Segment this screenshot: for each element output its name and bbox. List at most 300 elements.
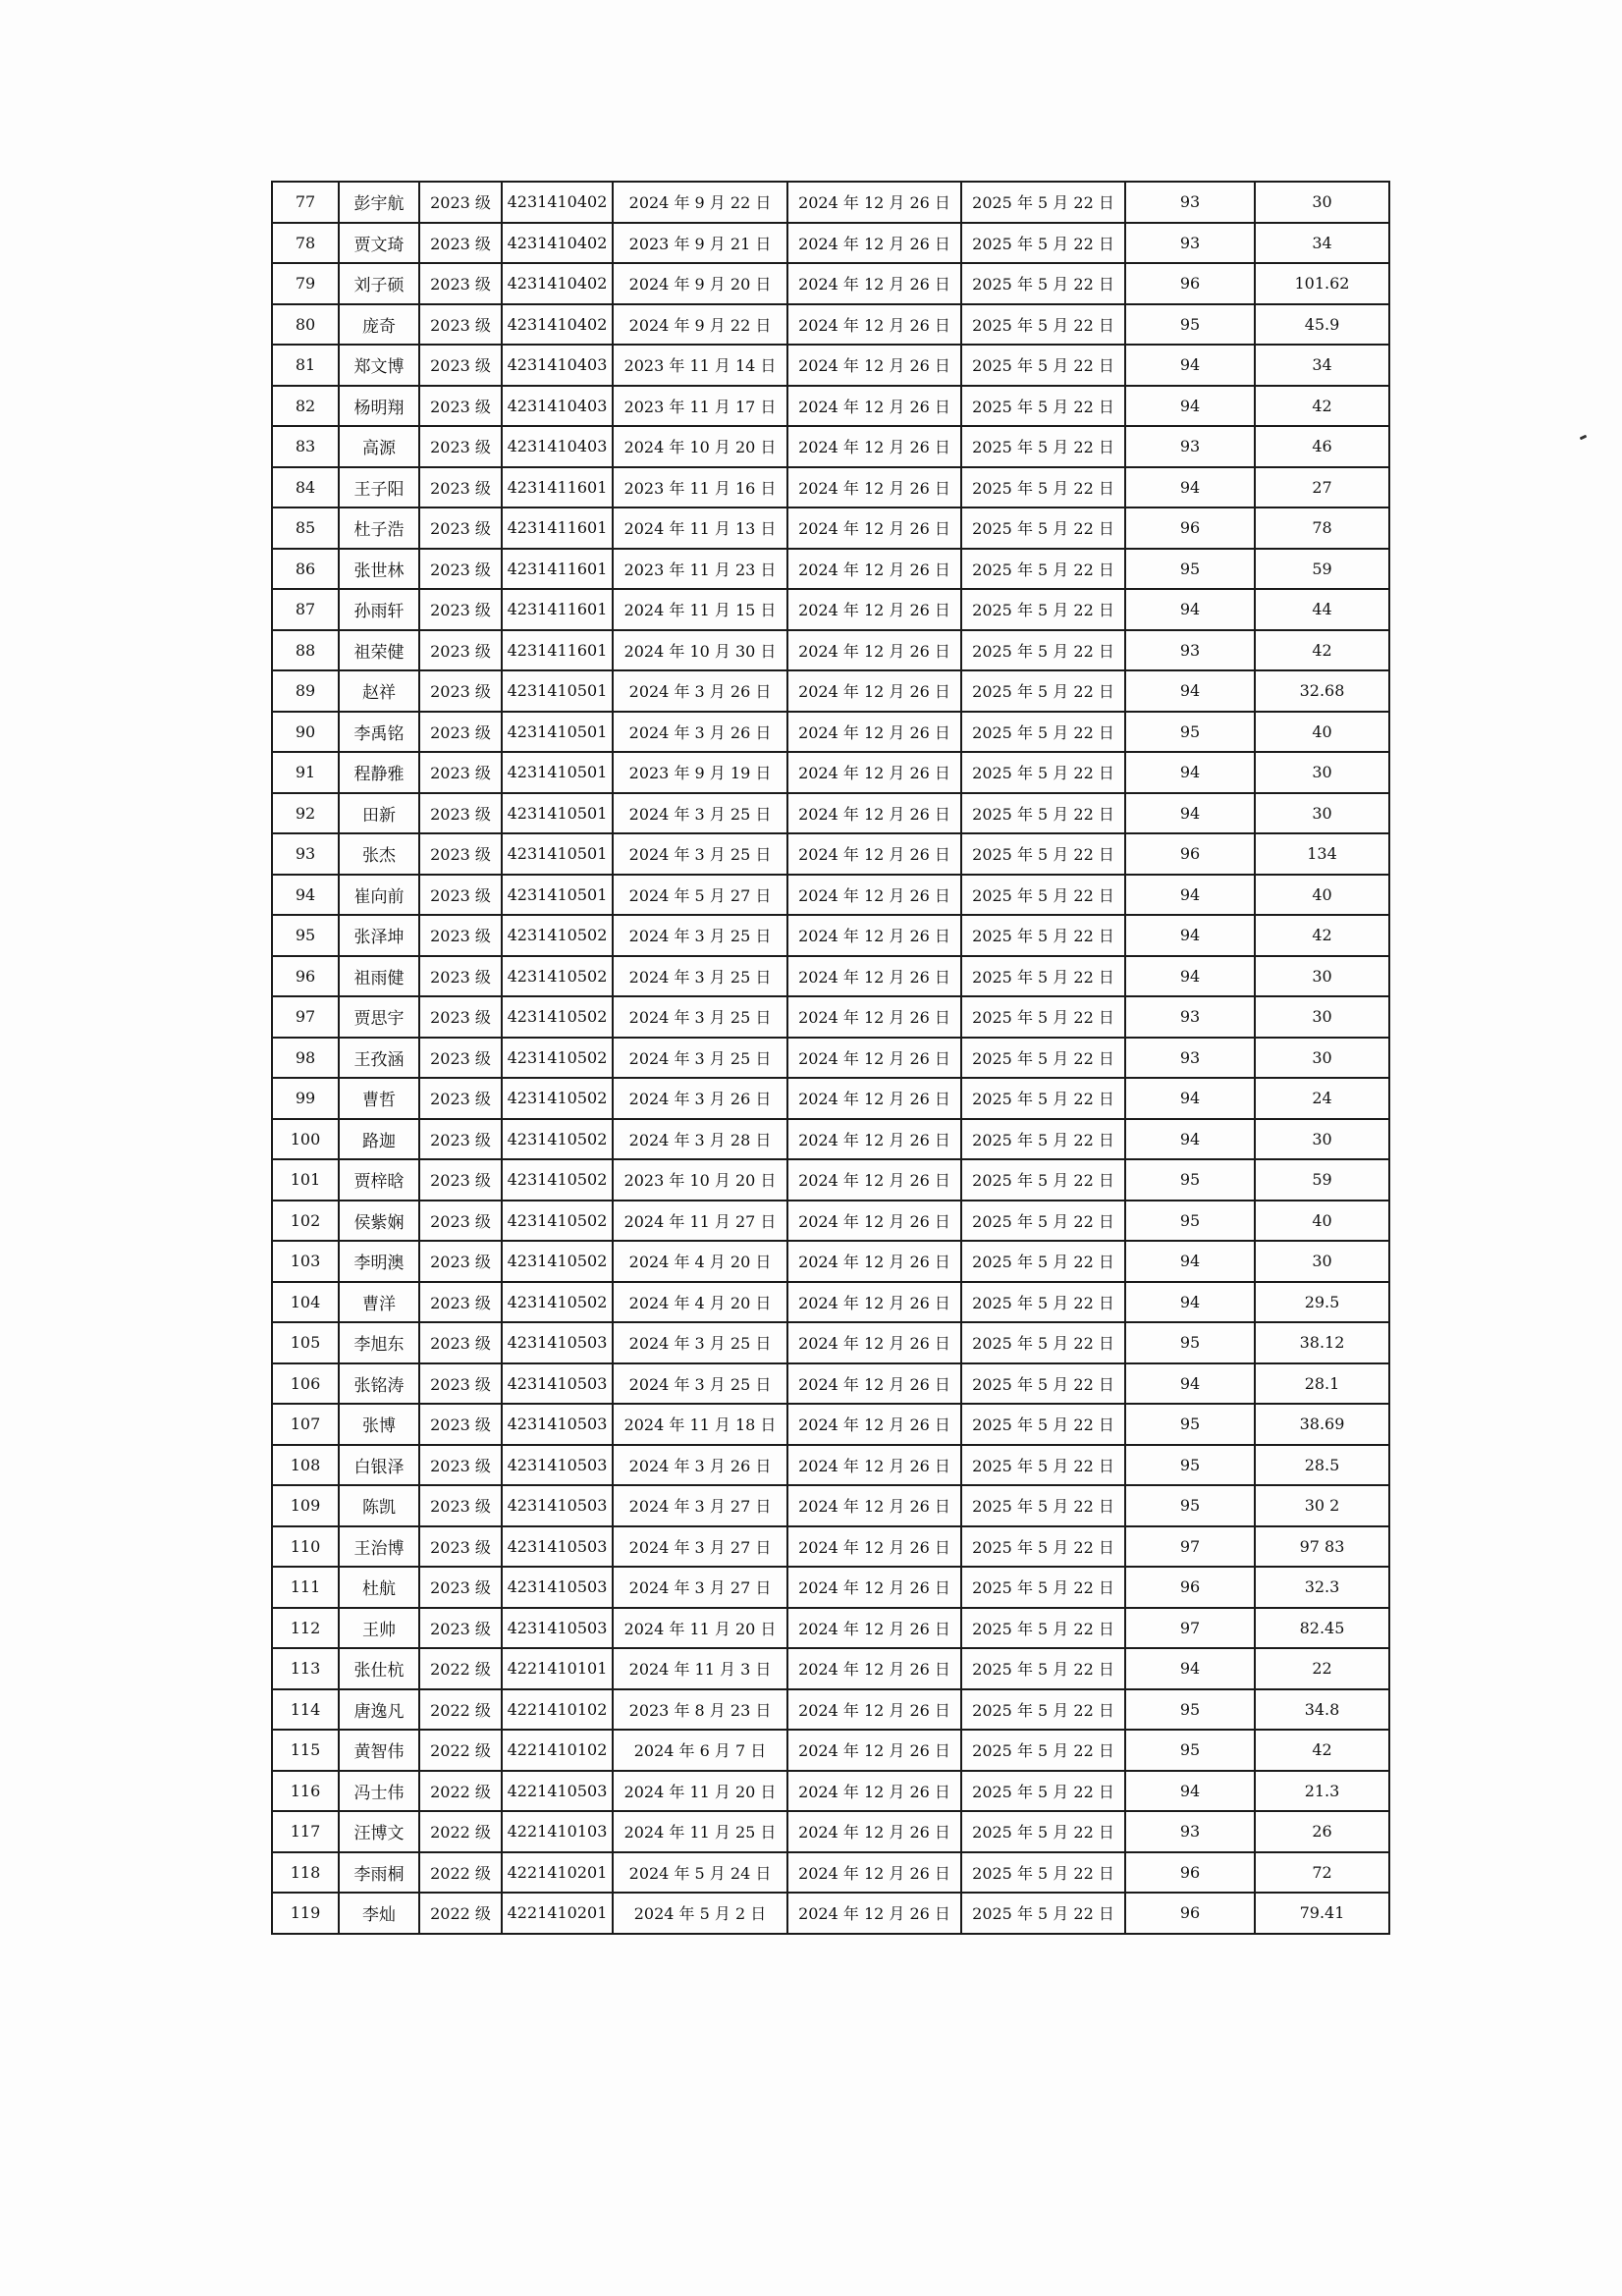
cell-hours: 27 (1255, 467, 1389, 508)
table-row (272, 670, 1389, 712)
table-row (272, 1363, 1389, 1405)
cell-class-id: 4231410501 (502, 875, 613, 916)
cell-grade: 2022 级 (419, 1811, 502, 1852)
cell-hours: 97 83 (1255, 1526, 1389, 1568)
cell-score: 96 (1125, 1852, 1255, 1894)
cell-date-2: 2024 年 12 月 26 日 (787, 1893, 961, 1934)
cell-name: 张杰 (339, 833, 419, 875)
cell-number: 114 (272, 1689, 339, 1731)
cell-date-1: 2024 年 10 月 20 日 (613, 426, 787, 467)
cell-number: 91 (272, 752, 339, 793)
cell-hours: 44 (1255, 589, 1389, 630)
cell-number: 117 (272, 1811, 339, 1852)
table-row (272, 1648, 1389, 1689)
cell-score: 95 (1125, 1445, 1255, 1486)
cell-date-3: 2025 年 5 月 22 日 (961, 1078, 1125, 1119)
cell-hours: 45.9 (1255, 304, 1389, 346)
cell-date-3: 2025 年 5 月 22 日 (961, 630, 1125, 671)
cell-date-2: 2024 年 12 月 26 日 (787, 345, 961, 386)
cell-class-id: 4231410402 (502, 263, 613, 304)
cell-score: 93 (1125, 182, 1255, 223)
cell-number: 94 (272, 875, 339, 916)
cell-grade: 2022 级 (419, 1730, 502, 1771)
cell-name: 张博 (339, 1404, 419, 1445)
cell-name: 郑文博 (339, 345, 419, 386)
cell-grade: 2023 级 (419, 875, 502, 916)
cell-date-1: 2024 年 3 月 25 日 (613, 833, 787, 875)
cell-class-id: 4231410502 (502, 1038, 613, 1079)
cell-class-id: 4231410503 (502, 1567, 613, 1608)
cell-class-id: 4231410402 (502, 223, 613, 264)
cell-score: 93 (1125, 1038, 1255, 1079)
cell-hours: 42 (1255, 915, 1389, 956)
cell-date-2: 2024 年 12 月 26 日 (787, 1078, 961, 1119)
cell-score: 94 (1125, 1119, 1255, 1160)
cell-date-3: 2025 年 5 月 22 日 (961, 549, 1125, 590)
cell-date-2: 2024 年 12 月 26 日 (787, 1567, 961, 1608)
cell-date-3: 2025 年 5 月 22 日 (961, 1159, 1125, 1201)
cell-hours: 30 (1255, 1119, 1389, 1160)
table-row (272, 1852, 1389, 1894)
cell-score: 95 (1125, 1404, 1255, 1445)
cell-score: 95 (1125, 712, 1255, 753)
table-row (272, 1201, 1389, 1242)
cell-date-1: 2024 年 4 月 20 日 (613, 1282, 787, 1323)
cell-number: 77 (272, 182, 339, 223)
table-row (272, 1771, 1389, 1812)
cell-hours: 32.68 (1255, 670, 1389, 712)
table-row (272, 630, 1389, 671)
cell-date-1: 2024 年 3 月 25 日 (613, 915, 787, 956)
cell-class-id: 4221410102 (502, 1689, 613, 1731)
cell-score: 94 (1125, 793, 1255, 834)
cell-date-3: 2025 年 5 月 22 日 (961, 1730, 1125, 1771)
cell-date-3: 2025 年 5 月 22 日 (961, 1119, 1125, 1160)
cell-date-3: 2025 年 5 月 22 日 (961, 1852, 1125, 1894)
cell-number: 89 (272, 670, 339, 712)
cell-class-id: 4231411601 (502, 507, 613, 549)
cell-class-id: 4231410501 (502, 833, 613, 875)
cell-number: 113 (272, 1648, 339, 1689)
cell-grade: 2023 级 (419, 833, 502, 875)
cell-name: 陈凯 (339, 1485, 419, 1526)
cell-date-1: 2024 年 4 月 20 日 (613, 1241, 787, 1282)
cell-date-2: 2024 年 12 月 26 日 (787, 1689, 961, 1731)
cell-score: 94 (1125, 670, 1255, 712)
cell-class-id: 4231410503 (502, 1404, 613, 1445)
cell-name: 白银泽 (339, 1445, 419, 1486)
cell-grade: 2023 级 (419, 1078, 502, 1119)
cell-date-3: 2025 年 5 月 22 日 (961, 712, 1125, 753)
cell-date-2: 2024 年 12 月 26 日 (787, 1771, 961, 1812)
cell-class-id: 4231410502 (502, 1159, 613, 1201)
table-row (272, 1241, 1389, 1282)
cell-grade: 2023 级 (419, 1363, 502, 1405)
cell-score: 94 (1125, 1078, 1255, 1119)
cell-class-id: 4221410503 (502, 1771, 613, 1812)
cell-name: 彭宇航 (339, 182, 419, 223)
cell-score: 96 (1125, 1567, 1255, 1608)
cell-grade: 2022 级 (419, 1893, 502, 1934)
table-row (272, 1526, 1389, 1568)
cell-date-2: 2024 年 12 月 26 日 (787, 1322, 961, 1363)
cell-hours: 29.5 (1255, 1282, 1389, 1323)
cell-grade: 2023 级 (419, 223, 502, 264)
cell-number: 105 (272, 1322, 339, 1363)
cell-date-3: 2025 年 5 月 22 日 (961, 833, 1125, 875)
cell-score: 93 (1125, 630, 1255, 671)
cell-score: 96 (1125, 1893, 1255, 1934)
cell-number: 80 (272, 304, 339, 346)
cell-grade: 2023 级 (419, 712, 502, 753)
scan-mark (1580, 435, 1588, 441)
cell-date-1: 2024 年 11 月 20 日 (613, 1608, 787, 1649)
cell-hours: 38.12 (1255, 1322, 1389, 1363)
table-row (272, 345, 1389, 386)
cell-date-2: 2024 年 12 月 26 日 (787, 467, 961, 508)
cell-grade: 2023 级 (419, 1567, 502, 1608)
cell-grade: 2023 级 (419, 589, 502, 630)
cell-number: 102 (272, 1201, 339, 1242)
table-row (272, 1404, 1389, 1445)
cell-date-3: 2025 年 5 月 22 日 (961, 1363, 1125, 1405)
cell-score: 94 (1125, 915, 1255, 956)
cell-name: 王孜涵 (339, 1038, 419, 1079)
cell-date-3: 2025 年 5 月 22 日 (961, 752, 1125, 793)
cell-class-id: 4231411601 (502, 630, 613, 671)
cell-number: 107 (272, 1404, 339, 1445)
cell-number: 112 (272, 1608, 339, 1649)
cell-date-1: 2023 年 11 月 14 日 (613, 345, 787, 386)
table-row (272, 1811, 1389, 1852)
cell-date-3: 2025 年 5 月 22 日 (961, 386, 1125, 427)
cell-class-id: 4231410502 (502, 1241, 613, 1282)
cell-date-3: 2025 年 5 月 22 日 (961, 956, 1125, 997)
cell-name: 黄智伟 (339, 1730, 419, 1771)
cell-date-2: 2024 年 12 月 26 日 (787, 386, 961, 427)
cell-score: 94 (1125, 345, 1255, 386)
table-row (272, 1322, 1389, 1363)
cell-score: 94 (1125, 589, 1255, 630)
cell-grade: 2023 级 (419, 1322, 502, 1363)
table-row (272, 1119, 1389, 1160)
cell-grade: 2023 级 (419, 507, 502, 549)
cell-grade: 2023 级 (419, 467, 502, 508)
cell-class-id: 4221410101 (502, 1648, 613, 1689)
cell-date-2: 2024 年 12 月 26 日 (787, 915, 961, 956)
cell-date-2: 2024 年 12 月 26 日 (787, 304, 961, 346)
cell-number: 116 (272, 1771, 339, 1812)
table-row (272, 467, 1389, 508)
cell-date-3: 2025 年 5 月 22 日 (961, 670, 1125, 712)
cell-hours: 82.45 (1255, 1608, 1389, 1649)
cell-name: 杜子浩 (339, 507, 419, 549)
cell-name: 汪博文 (339, 1811, 419, 1852)
cell-score: 95 (1125, 304, 1255, 346)
cell-date-2: 2024 年 12 月 26 日 (787, 1363, 961, 1405)
cell-name: 杜航 (339, 1567, 419, 1608)
cell-score: 94 (1125, 1648, 1255, 1689)
cell-hours: 30 2 (1255, 1485, 1389, 1526)
cell-grade: 2023 级 (419, 1526, 502, 1568)
cell-date-1: 2024 年 5 月 24 日 (613, 1852, 787, 1894)
cell-name: 祖雨健 (339, 956, 419, 997)
cell-class-id: 4231410503 (502, 1485, 613, 1526)
table-row (272, 1038, 1389, 1079)
cell-name: 崔向前 (339, 875, 419, 916)
cell-date-2: 2024 年 12 月 26 日 (787, 589, 961, 630)
cell-name: 孙雨轩 (339, 589, 419, 630)
cell-grade: 2023 级 (419, 549, 502, 590)
cell-grade: 2023 级 (419, 1201, 502, 1242)
table-row (272, 793, 1389, 834)
cell-class-id: 4231410503 (502, 1363, 613, 1405)
cell-number: 92 (272, 793, 339, 834)
cell-name: 李雨桐 (339, 1852, 419, 1894)
cell-grade: 2023 级 (419, 1485, 502, 1526)
cell-score: 94 (1125, 386, 1255, 427)
cell-score: 93 (1125, 996, 1255, 1038)
cell-name: 冯士伟 (339, 1771, 419, 1812)
cell-number: 86 (272, 549, 339, 590)
cell-date-3: 2025 年 5 月 22 日 (961, 426, 1125, 467)
cell-date-2: 2024 年 12 月 26 日 (787, 1445, 961, 1486)
cell-date-3: 2025 年 5 月 22 日 (961, 793, 1125, 834)
cell-date-2: 2024 年 12 月 26 日 (787, 263, 961, 304)
cell-date-3: 2025 年 5 月 22 日 (961, 1485, 1125, 1526)
cell-date-2: 2024 年 12 月 26 日 (787, 549, 961, 590)
table-row (272, 712, 1389, 753)
cell-date-3: 2025 年 5 月 22 日 (961, 1771, 1125, 1812)
table-row (272, 589, 1389, 630)
cell-number: 99 (272, 1078, 339, 1119)
cell-number: 84 (272, 467, 339, 508)
cell-date-2: 2024 年 12 月 26 日 (787, 1038, 961, 1079)
cell-date-3: 2025 年 5 月 22 日 (961, 1567, 1125, 1608)
table-row (272, 996, 1389, 1038)
cell-class-id: 4231410403 (502, 426, 613, 467)
cell-number: 79 (272, 263, 339, 304)
cell-number: 95 (272, 915, 339, 956)
cell-score: 95 (1125, 1730, 1255, 1771)
cell-date-1: 2023 年 9 月 19 日 (613, 752, 787, 793)
cell-score: 94 (1125, 752, 1255, 793)
cell-number: 115 (272, 1730, 339, 1771)
cell-date-1: 2023 年 10 月 20 日 (613, 1159, 787, 1201)
cell-date-3: 2025 年 5 月 22 日 (961, 1648, 1125, 1689)
cell-number: 93 (272, 833, 339, 875)
cell-date-1: 2024 年 11 月 25 日 (613, 1811, 787, 1852)
cell-date-2: 2024 年 12 月 26 日 (787, 1159, 961, 1201)
cell-class-id: 4231410501 (502, 752, 613, 793)
cell-grade: 2023 级 (419, 670, 502, 712)
cell-class-id: 4231410501 (502, 712, 613, 753)
cell-name: 高源 (339, 426, 419, 467)
cell-number: 118 (272, 1852, 339, 1894)
cell-score: 94 (1125, 1282, 1255, 1323)
cell-hours: 40 (1255, 712, 1389, 753)
cell-date-3: 2025 年 5 月 22 日 (961, 1445, 1125, 1486)
cell-date-2: 2024 年 12 月 26 日 (787, 752, 961, 793)
cell-number: 97 (272, 996, 339, 1038)
cell-score: 94 (1125, 956, 1255, 997)
cell-date-3: 2025 年 5 月 22 日 (961, 1608, 1125, 1649)
cell-date-2: 2024 年 12 月 26 日 (787, 1852, 961, 1894)
cell-hours: 72 (1255, 1852, 1389, 1894)
table-body (272, 182, 1389, 1934)
cell-date-1: 2024 年 3 月 25 日 (613, 1322, 787, 1363)
cell-name: 王子阳 (339, 467, 419, 508)
table-row (272, 182, 1389, 223)
cell-date-1: 2024 年 3 月 25 日 (613, 996, 787, 1038)
cell-class-id: 4231410502 (502, 956, 613, 997)
cell-date-3: 2025 年 5 月 22 日 (961, 467, 1125, 508)
cell-number: 106 (272, 1363, 339, 1405)
cell-hours: 21.3 (1255, 1771, 1389, 1812)
cell-hours: 30 (1255, 1241, 1389, 1282)
cell-hours: 59 (1255, 1159, 1389, 1201)
cell-number: 119 (272, 1893, 339, 1934)
cell-date-2: 2024 年 12 月 26 日 (787, 1811, 961, 1852)
cell-number: 110 (272, 1526, 339, 1568)
cell-class-id: 4221410102 (502, 1730, 613, 1771)
cell-class-id: 4231410402 (502, 182, 613, 223)
cell-class-id: 4231410502 (502, 1119, 613, 1160)
cell-score: 93 (1125, 426, 1255, 467)
table-row (272, 752, 1389, 793)
cell-number: 81 (272, 345, 339, 386)
cell-date-1: 2024 年 3 月 25 日 (613, 956, 787, 997)
cell-class-id: 4231410402 (502, 304, 613, 346)
cell-name: 杨明翔 (339, 386, 419, 427)
cell-date-3: 2025 年 5 月 22 日 (961, 1038, 1125, 1079)
cell-date-2: 2024 年 12 月 26 日 (787, 1282, 961, 1323)
cell-grade: 2023 级 (419, 345, 502, 386)
cell-class-id: 4231410501 (502, 670, 613, 712)
table-row (272, 1567, 1389, 1608)
cell-date-2: 2024 年 12 月 26 日 (787, 670, 961, 712)
cell-date-1: 2024 年 11 月 3 日 (613, 1648, 787, 1689)
cell-date-2: 2024 年 12 月 26 日 (787, 875, 961, 916)
cell-hours: 101.62 (1255, 263, 1389, 304)
cell-hours: 40 (1255, 1201, 1389, 1242)
cell-date-2: 2024 年 12 月 26 日 (787, 793, 961, 834)
cell-date-1: 2023 年 8 月 23 日 (613, 1689, 787, 1731)
cell-date-3: 2025 年 5 月 22 日 (961, 304, 1125, 346)
cell-grade: 2022 级 (419, 1771, 502, 1812)
cell-date-1: 2024 年 11 月 20 日 (613, 1771, 787, 1812)
cell-grade: 2023 级 (419, 915, 502, 956)
cell-name: 贾梓晗 (339, 1159, 419, 1201)
cell-class-id: 4231410502 (502, 1282, 613, 1323)
cell-date-1: 2023 年 11 月 23 日 (613, 549, 787, 590)
cell-name: 刘子硕 (339, 263, 419, 304)
record-table (271, 181, 1390, 1935)
cell-number: 101 (272, 1159, 339, 1201)
cell-date-1: 2024 年 9 月 22 日 (613, 182, 787, 223)
cell-date-1: 2023 年 11 月 17 日 (613, 386, 787, 427)
cell-date-1: 2024 年 3 月 25 日 (613, 1038, 787, 1079)
cell-grade: 2022 级 (419, 1648, 502, 1689)
cell-date-1: 2024 年 3 月 26 日 (613, 1078, 787, 1119)
table-row (272, 304, 1389, 346)
cell-date-2: 2024 年 12 月 26 日 (787, 1730, 961, 1771)
cell-date-3: 2025 年 5 月 22 日 (961, 1282, 1125, 1323)
cell-class-id: 4231410503 (502, 1322, 613, 1363)
cell-score: 93 (1125, 223, 1255, 264)
cell-grade: 2023 级 (419, 793, 502, 834)
cell-date-1: 2024 年 10 月 30 日 (613, 630, 787, 671)
cell-class-id: 4221410103 (502, 1811, 613, 1852)
cell-name: 李明澳 (339, 1241, 419, 1282)
table-row (272, 1893, 1389, 1934)
cell-class-id: 4231410502 (502, 915, 613, 956)
cell-date-1: 2024 年 3 月 27 日 (613, 1526, 787, 1568)
cell-date-1: 2024 年 3 月 25 日 (613, 1363, 787, 1405)
cell-hours: 34 (1255, 345, 1389, 386)
cell-name: 曹哲 (339, 1078, 419, 1119)
cell-score: 97 (1125, 1608, 1255, 1649)
cell-date-1: 2024 年 11 月 15 日 (613, 589, 787, 630)
cell-class-id: 4231410502 (502, 1078, 613, 1119)
cell-class-id: 4231410403 (502, 386, 613, 427)
table-row (272, 1689, 1389, 1731)
cell-number: 100 (272, 1119, 339, 1160)
cell-class-id: 4231410502 (502, 996, 613, 1038)
table-row (272, 223, 1389, 264)
cell-date-3: 2025 年 5 月 22 日 (961, 1322, 1125, 1363)
cell-grade: 2023 级 (419, 996, 502, 1038)
cell-name: 庞奇 (339, 304, 419, 346)
cell-date-3: 2025 年 5 月 22 日 (961, 915, 1125, 956)
cell-name: 曹洋 (339, 1282, 419, 1323)
cell-name: 张世林 (339, 549, 419, 590)
cell-date-1: 2024 年 3 月 27 日 (613, 1485, 787, 1526)
table-row (272, 1078, 1389, 1119)
cell-date-3: 2025 年 5 月 22 日 (961, 223, 1125, 264)
cell-grade: 2023 级 (419, 1159, 502, 1201)
cell-date-1: 2024 年 9 月 20 日 (613, 263, 787, 304)
cell-score: 93 (1125, 1811, 1255, 1852)
cell-class-id: 4221410201 (502, 1852, 613, 1894)
cell-date-1: 2024 年 9 月 22 日 (613, 304, 787, 346)
cell-hours: 22 (1255, 1648, 1389, 1689)
cell-hours: 34.8 (1255, 1689, 1389, 1731)
cell-grade: 2023 级 (419, 1119, 502, 1160)
cell-date-2: 2024 年 12 月 26 日 (787, 630, 961, 671)
cell-grade: 2023 级 (419, 386, 502, 427)
cell-date-2: 2024 年 12 月 26 日 (787, 1404, 961, 1445)
cell-grade: 2023 级 (419, 1241, 502, 1282)
cell-grade: 2023 级 (419, 1282, 502, 1323)
cell-name: 侯紫娴 (339, 1201, 419, 1242)
cell-date-2: 2024 年 12 月 26 日 (787, 996, 961, 1038)
cell-name: 路迦 (339, 1119, 419, 1160)
cell-date-2: 2024 年 12 月 26 日 (787, 223, 961, 264)
cell-date-3: 2025 年 5 月 22 日 (961, 1404, 1125, 1445)
cell-hours: 30 (1255, 956, 1389, 997)
cell-score: 95 (1125, 1159, 1255, 1201)
table-row (272, 1159, 1389, 1201)
cell-grade: 2023 级 (419, 304, 502, 346)
cell-date-1: 2024 年 6 月 7 日 (613, 1730, 787, 1771)
cell-number: 85 (272, 507, 339, 549)
cell-hours: 46 (1255, 426, 1389, 467)
cell-name: 唐逸凡 (339, 1689, 419, 1731)
cell-grade: 2023 级 (419, 630, 502, 671)
cell-class-id: 4231410503 (502, 1526, 613, 1568)
cell-name: 李禹铭 (339, 712, 419, 753)
